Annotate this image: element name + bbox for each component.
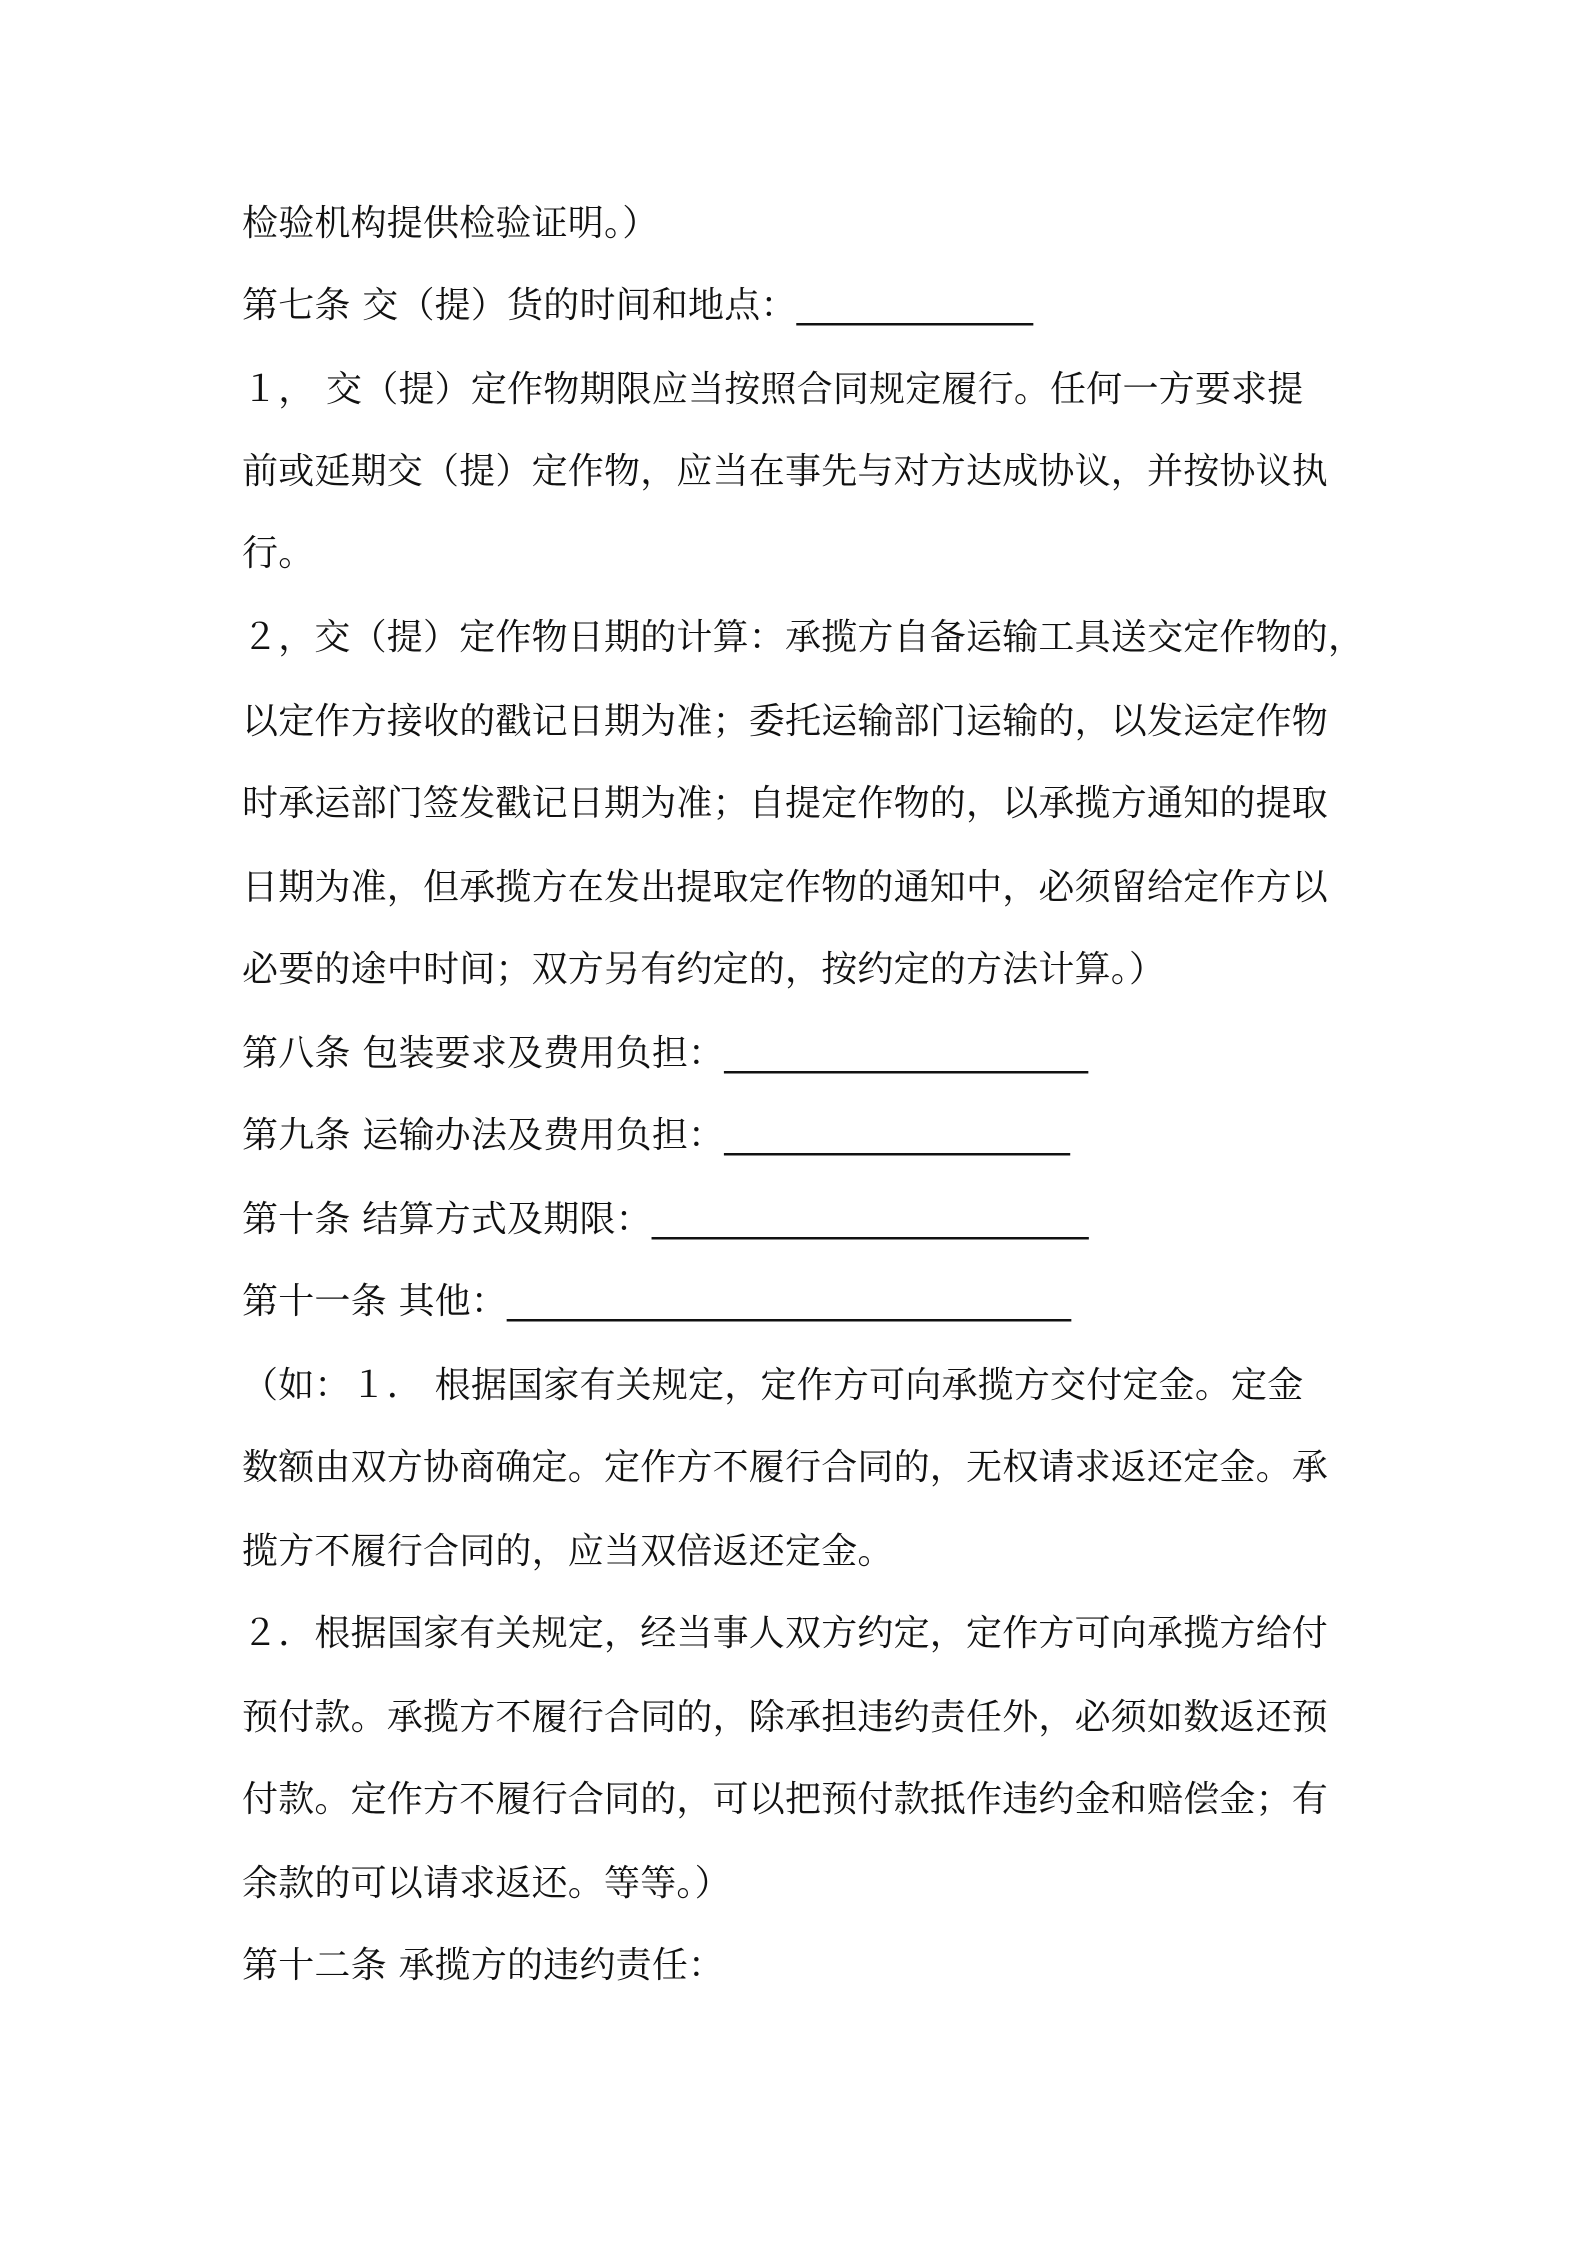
article-heading: 第十二条 承揽方的违约责任： (242, 1945, 725, 1986)
article-heading: 第七条 交（提）货的时间和地点：_____________ (242, 285, 1034, 326)
text-line: 揽方不履行合同的，应当双倍返还定金。 (242, 1531, 894, 1572)
text-line: 检验机构提供检验证明。） (242, 203, 659, 244)
text-line: 日期为准，但承揽方在发出提取定作物的通知中，必须留给定作方以 (242, 867, 1329, 908)
article-heading: 第九条 运输办法及费用负担：___________________ (242, 1115, 1071, 1156)
text-line: 余款的可以请求返还。等等。） (242, 1863, 731, 1904)
text-line: （如：１． 根据国家有关规定，定作方可向承揽方交付定金。定金 (242, 1365, 1304, 1406)
text-line: 付款。定作方不履行合同的，可以把预付款抵作违约金和赔偿金；有 (242, 1779, 1329, 1820)
text-line: 数额由双方协商确定。定作方不履行合同的，无权请求返还定金。承 (242, 1447, 1329, 1488)
article-heading: 第八条 包装要求及费用负担：____________________ (242, 1033, 1089, 1074)
text-line: 以定作方接收的戳记日期为准；委托运输部门运输的，以发运定作物 (242, 701, 1329, 742)
text-line: 时承运部门签发戳记日期为准；自提定作物的，以承揽方通知的提取 (242, 783, 1329, 824)
text-line: ２，交（提）定作物日期的计算：承揽方自备运输工具送交定作物的， (242, 617, 1365, 658)
text-line: 必要的途中时间；双方另有约定的，按约定的方法计算。） (242, 949, 1166, 990)
text-line: 前或延期交（提）定作物，应当在事先与对方达成协议，并按协议执 (242, 451, 1329, 492)
text-line: ２．根据国家有关规定，经当事人双方约定，定作方可向承揽方给付 (242, 1613, 1329, 1654)
text-line: 预付款。承揽方不履行合同的，除承担违约责任外，必须如数返还预 (242, 1697, 1329, 1738)
article-heading: 第十一条 其他：_______________________________ (242, 1281, 1072, 1322)
text-line: 行。 (242, 533, 315, 574)
article-heading: 第十条 结算方式及期限：________________________ (242, 1199, 1089, 1240)
text-line: １， 交（提）定作物期限应当按照合同规定履行。任何一方要求提 (242, 369, 1304, 410)
